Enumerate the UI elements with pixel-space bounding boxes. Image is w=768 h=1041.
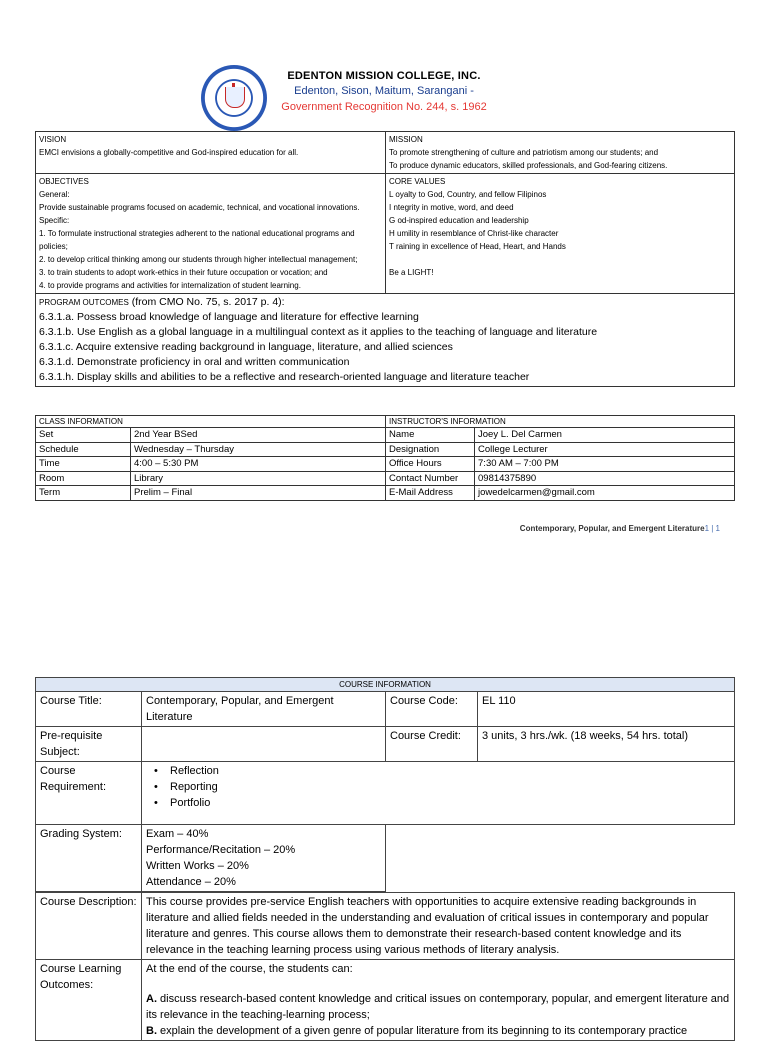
grading-item: Written Works – 20% bbox=[146, 860, 249, 872]
core-value-item: T raining in excellence of Head, Heart, and Hands bbox=[389, 242, 566, 251]
core-value-item: G od-inspired education and leadership bbox=[389, 216, 529, 225]
course-credit-value: 3 units, 3 hrs./wk. (18 weeks, 54 hrs. total) bbox=[478, 727, 735, 762]
table-row bbox=[36, 727, 735, 762]
course-info-table bbox=[35, 677, 735, 892]
requirement-list bbox=[146, 763, 730, 811]
table-row bbox=[36, 762, 735, 825]
objective-item: 4. to provide programs and activities for internalization of student learning. bbox=[39, 281, 301, 290]
objective-item: 1. To formulate instructional strategies adherent to the national educational programs and policies; bbox=[39, 229, 355, 251]
class-info-key: Set bbox=[36, 428, 131, 443]
institution-info-table bbox=[35, 131, 735, 387]
program-outcome-item: 6.3.1.a. Possess broad knowledge of language and literature for effective learning bbox=[39, 311, 419, 323]
government-recognition: Government Recognition No. 244, s. 1962 bbox=[281, 101, 487, 113]
objectives-cell bbox=[36, 174, 386, 294]
course-title-label: Course Title: bbox=[36, 692, 142, 727]
list-item: • Reflection bbox=[170, 763, 730, 779]
course-code-value: EL 110 bbox=[478, 692, 735, 727]
class-instructor-table bbox=[35, 415, 735, 501]
course-description-table bbox=[35, 892, 735, 1041]
course-description-label: Course Description: bbox=[36, 893, 142, 960]
program-outcome-item: 6.3.1.h. Display skills and abilities to be a reflective and research-oriented language and literature teacher bbox=[39, 371, 530, 383]
requirement-list-cell bbox=[142, 762, 735, 825]
instructor-info-value: 7:30 AM – 7:00 PM bbox=[475, 457, 735, 472]
class-info-value: Wednesday – Thursday bbox=[131, 442, 386, 457]
vision-text: EMCI envisions a globally-competitive and God-inspired education for all. bbox=[39, 148, 299, 157]
grading-label: Grading System: bbox=[36, 825, 142, 892]
requirement-label: Course Requirement: bbox=[36, 762, 142, 825]
table-row bbox=[36, 825, 735, 892]
prereq-value bbox=[142, 727, 386, 762]
learning-outcome-item bbox=[146, 1023, 730, 1039]
program-outcomes-label: PROGRAM OUTCOMES bbox=[39, 298, 129, 307]
instructor-info-key: Office Hours bbox=[386, 457, 475, 472]
prereq-label: Pre-requisite Subject: bbox=[36, 727, 142, 762]
class-info-value: Prelim – Final bbox=[131, 486, 386, 501]
list-item: • Reporting bbox=[170, 779, 730, 795]
instructor-info-key: Designation bbox=[386, 442, 475, 457]
table-row bbox=[36, 692, 735, 727]
course-code-label: Course Code: bbox=[386, 692, 478, 727]
table-row bbox=[36, 893, 735, 960]
class-info-key: Room bbox=[36, 471, 131, 486]
instructor-info-key: E-Mail Address bbox=[386, 486, 475, 501]
grading-item: Attendance – 20% bbox=[146, 876, 236, 888]
vision-label: VISION bbox=[39, 135, 67, 144]
objectives-specific-label: Specific: bbox=[39, 216, 70, 225]
course-title-value: Contemporary, Popular, and Emergent Literature bbox=[142, 692, 386, 727]
instructor-info-label: INSTRUCTOR'S INFORMATION bbox=[386, 416, 735, 428]
objective-item: 3. to train students to adopt work-ethics in their future occupation or vocation; and bbox=[39, 268, 328, 277]
college-address: Edenton, Sison, Maitum, Sarangani - bbox=[294, 85, 474, 97]
program-outcome-item: 6.3.1.b. Use English as a global language in a multilingual context as it applies to the teaching of language and literature bbox=[39, 326, 598, 338]
program-outcome-item: 6.3.1.c. Acquire extensive reading background in language, literature, and allied sciences bbox=[39, 341, 453, 353]
page-gap bbox=[0, 560, 768, 675]
class-info-key: Term bbox=[36, 486, 131, 501]
table-row bbox=[36, 442, 735, 457]
instructor-info-key: Name bbox=[386, 428, 475, 443]
mission-line: To produce dynamic educators, skilled professionals, and God-fearing citizens. bbox=[389, 161, 668, 170]
vision-cell bbox=[36, 132, 386, 174]
table-row bbox=[36, 471, 735, 486]
outcome-text: discuss research-based content knowledge and critical issues on contemporary, popular, and emergent literature and its relevance in the teaching-learning process; bbox=[146, 993, 730, 1021]
core-values-motto: Be a LIGHT! bbox=[389, 268, 434, 277]
instructor-info-value: Joey L. Del Carmen bbox=[475, 428, 735, 443]
objectives-general-text: Provide sustainable programs focused on academic, technical, and vocational innovations. bbox=[39, 203, 360, 212]
core-values-cell bbox=[386, 174, 735, 294]
learning-outcomes-intro: At the end of the course, the students can: bbox=[146, 963, 353, 975]
class-info-value: 4:00 – 5:30 PM bbox=[131, 457, 386, 472]
course-description-text: This course provides pre-service English teachers with opportunities to acquire extensive reading backgrounds in literature and allied fields needed in the understanding and evaluation of critical issues in contemporary and popular literature and genres. This course allows them to demonstrate their research-based content knowledge and its relevance in the teaching learning process using various methods of literary analysis. bbox=[142, 893, 735, 960]
mission-label: MISSION bbox=[389, 135, 423, 144]
table-row bbox=[36, 486, 735, 501]
page-footer bbox=[520, 524, 720, 533]
grading-item: Exam – 40% bbox=[146, 828, 209, 840]
instructor-info-value: 09814375890 bbox=[475, 471, 735, 486]
grading-blank bbox=[386, 825, 735, 892]
instructor-info-key: Contact Number bbox=[386, 471, 475, 486]
class-info-label: CLASS INFORMATION bbox=[36, 416, 386, 428]
instructor-info-value: College Lecturer bbox=[475, 442, 735, 457]
college-name: EDENTON MISSION COLLEGE, INC. bbox=[287, 70, 481, 82]
grading-item: Performance/Recitation – 20% bbox=[146, 844, 296, 856]
table-row bbox=[36, 960, 735, 1041]
program-outcomes-cell bbox=[36, 294, 735, 387]
core-value-item: L oyalty to God, Country, and fellow Filipinos bbox=[389, 190, 547, 199]
objectives-label: OBJECTIVES bbox=[39, 177, 89, 186]
class-info-key: Time bbox=[36, 457, 131, 472]
core-value-item: I ntegrity in motive, word, and deed bbox=[389, 203, 514, 212]
syllabus-page-2 bbox=[0, 675, 768, 1037]
program-outcome-item: 6.3.1.d. Demonstrate proficiency in oral and written communication bbox=[39, 356, 350, 368]
list-item: • Portfolio bbox=[170, 795, 730, 811]
program-outcomes-source: (from CMO No. 75, s. 2017 p. 4): bbox=[128, 296, 285, 308]
class-info-value: Library bbox=[131, 471, 386, 486]
instructor-info-value: jowedelcarmen@gmail.com bbox=[475, 486, 735, 501]
course-info-label: COURSE INFORMATION bbox=[36, 678, 735, 692]
class-info-value: 2nd Year BSed bbox=[131, 428, 386, 443]
outcome-letter: B. bbox=[146, 1025, 157, 1037]
outcome-letter: A. bbox=[146, 993, 157, 1005]
mission-cell bbox=[386, 132, 735, 174]
objective-item: 2. to develop critical thinking among our students through higher intellectual management; bbox=[39, 255, 358, 264]
learning-outcome-item bbox=[146, 991, 730, 1023]
mission-line: To promote strengthening of culture and patriotism among our students; and bbox=[389, 148, 659, 157]
learning-outcomes-cell bbox=[142, 960, 735, 1041]
core-value-item: H umility in resemblance of Christ-like character bbox=[389, 229, 559, 238]
table-row bbox=[36, 428, 735, 443]
footer-title: Contemporary, Popular, and Emergent Literature bbox=[519, 524, 705, 533]
grading-list-cell bbox=[142, 825, 386, 892]
core-values-label: CORE VALUES bbox=[389, 177, 446, 186]
footer-page-number: 1 | 1 bbox=[704, 524, 720, 533]
class-info-key: Schedule bbox=[36, 442, 131, 457]
table-row bbox=[36, 457, 735, 472]
objectives-general-label: General: bbox=[39, 190, 70, 199]
outcome-text: explain the development of a given genre of popular literature from its beginning to its contemporary practice bbox=[157, 1025, 688, 1037]
course-credit-label: Course Credit: bbox=[386, 727, 478, 762]
learning-outcomes-label: Course Learning Outcomes: bbox=[36, 960, 142, 1041]
